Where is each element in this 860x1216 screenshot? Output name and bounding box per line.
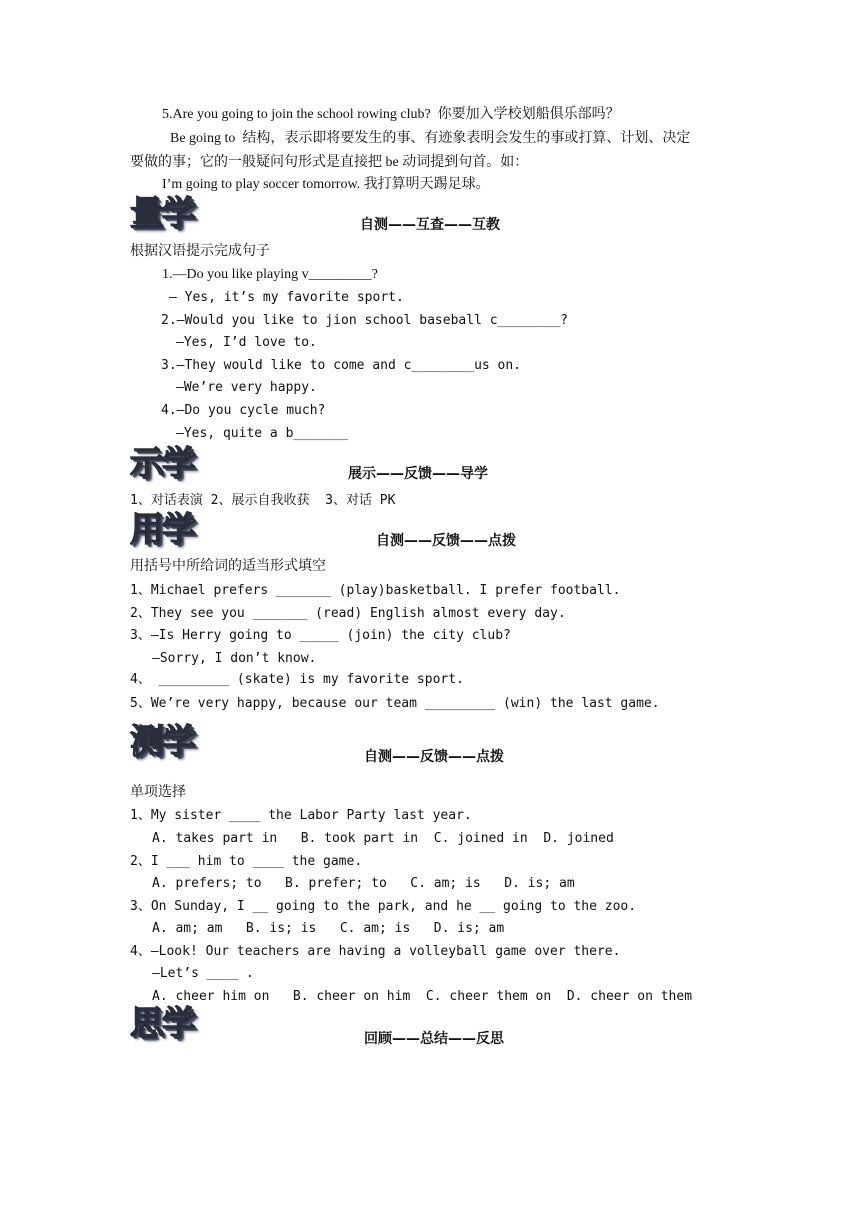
intro-question: 5.Are you going to join the school rowing club? 你要加入学校划船俱乐部吗？ <box>162 107 620 122</box>
part1-line: — Yes, it’s my favorite sport. <box>169 290 404 305</box>
part4-line: 1、My sister ____ the Labor Party last year. <box>130 808 472 823</box>
part1-instruction: 根据汉语提示完成句子 <box>130 244 270 259</box>
part4-options: A. takes part in B. took part in C. joined in D. joined <box>152 831 614 846</box>
part4-options: A. prefers; to B. prefer; to C. am; is D. is; am <box>152 876 575 891</box>
part4-line: 2、I ___ him to ____ the game. <box>130 854 363 869</box>
section-subtitle: 展示——反馈——导学 <box>348 466 488 482</box>
part3-line: 1、Michael prefers _______ (play)basketball. I prefer football. <box>130 583 621 598</box>
part3-line: 2、They see you _______ (read) English almost every day. <box>130 606 566 621</box>
section-logo-shixue: 示学 <box>130 444 194 484</box>
part1-line: 3.—They would like to come and c________us on. <box>161 358 522 373</box>
part4-line: —Let’s ____ . <box>152 966 254 981</box>
part1-line: —Yes, I’d love to. <box>176 335 317 350</box>
part1-line: —We’re very happy. <box>176 380 317 395</box>
part1-line: —Yes, quite a b_______ <box>176 426 349 441</box>
section-subtitle: 回顾——总结——反思 <box>364 1031 504 1047</box>
section-logo-yongxue: 用学 <box>130 510 194 550</box>
section-subtitle: 自测——反馈——点拨 <box>376 533 516 549</box>
section-logo-sixue: 思学 <box>130 1004 194 1044</box>
part1-line: 1.—Do you like playing v_________? <box>162 267 378 282</box>
part3-instruction: 用括号中所给词的适当形式填空 <box>130 559 326 574</box>
part4-instruction: 单项选择 <box>130 785 186 800</box>
part3-line: —Sorry, I don’t know. <box>152 651 317 666</box>
intro-grammar-line-2: 要做的事；它的一般疑问句形式是直接把 be 动词提到句首。如： <box>130 155 529 170</box>
intro-example: I’m going to play soccer tomorrow. 我打算明天踢足球。 <box>162 177 490 192</box>
part1-line: 4.—Do you cycle much? <box>161 403 326 418</box>
section-logo-liangxue: 量学 <box>130 194 194 234</box>
part4-line: 3、On Sunday, I __ going to the park, and he __ going to the zoo. <box>130 899 637 914</box>
section-subtitle: 自测——反馈——点拨 <box>364 749 504 765</box>
part1-line: 2.—Would you like to jion school baseball c________? <box>161 313 568 328</box>
section-subtitle: 自测——互查——互教 <box>360 217 500 233</box>
part3-line: 3、—Is Herry going to _____ (join) the city club? <box>130 628 511 643</box>
part2-line: 1、对话表演 2、展示自我收获 3、对话 PK <box>130 493 396 508</box>
intro-grammar-line-1: Be going to 结构，表示即将要发生的事、有迹象表明会发生的事或打算、计划、决定 <box>170 131 691 146</box>
section-logo-cexue: 测学 <box>130 722 194 762</box>
part3-line: 5、We’re very happy, because our team _________ (win) the last game. <box>130 696 660 711</box>
part4-options: A. am; am B. is; is C. am; is D. is; am <box>152 921 505 936</box>
part4-line: 4、—Look! Our teachers are having a volleyball game over there. <box>130 944 621 959</box>
part3-line: 4、 _________ (skate) is my favorite sport. <box>130 672 464 687</box>
part4-options: A. cheer him on B. cheer on him C. cheer them on D. cheer on them <box>152 989 693 1004</box>
